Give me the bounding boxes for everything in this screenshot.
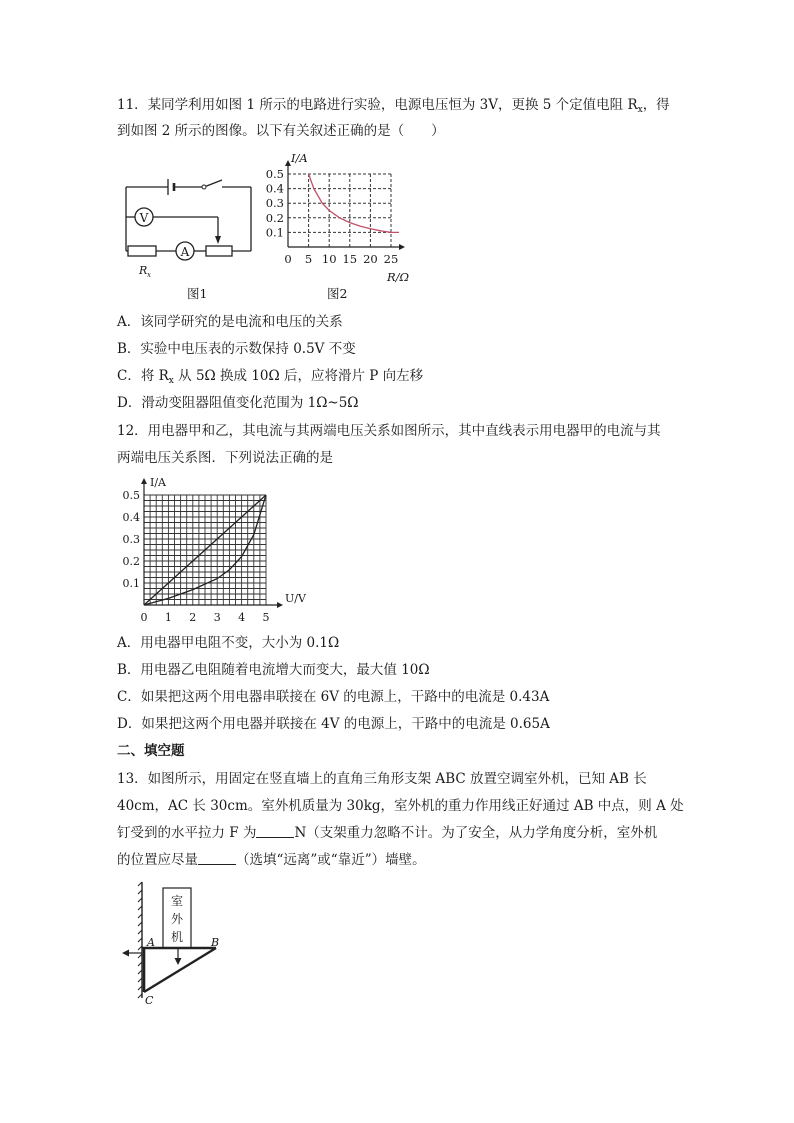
q12-option-b: B．用电器乙电阻随着电流增大而变大，最大值 10Ω bbox=[117, 662, 430, 678]
q12-option-a: A．用电器甲电阻不变，大小为 0.1Ω bbox=[117, 635, 340, 651]
q11-option-c: C．将 $R_x$ 从 5Ω 换成 10Ω 后，应将滑片 P 向左移 bbox=[117, 368, 424, 386]
y-tick-label: 0.1 bbox=[265, 225, 284, 240]
answer-blank-1[interactable] bbox=[256, 825, 294, 838]
i-r-chart bbox=[262, 148, 422, 288]
rx-subscript: x bbox=[147, 271, 151, 279]
unit-label-1: 室 bbox=[170, 894, 184, 908]
q11-option-a: A．该同学研究的是电流和电压的关系 bbox=[117, 314, 343, 330]
x-tick-label: 0 bbox=[140, 611, 148, 624]
y-tick-label: 0.4 bbox=[122, 511, 140, 524]
y-tick-label: 0.2 bbox=[265, 210, 284, 225]
x-tick-label: 0 bbox=[284, 252, 292, 266]
x-tick-label: 4 bbox=[238, 611, 246, 624]
y-tick-label: 0.2 bbox=[122, 555, 140, 568]
q11-option-d: D．滑动变阻器阻值变化范围为 1Ω~5Ω bbox=[117, 395, 359, 411]
x-axis-label: U/V bbox=[285, 592, 306, 605]
point-c-label: C bbox=[145, 994, 154, 1007]
y-axis-arrow bbox=[141, 478, 147, 484]
bracket-figure bbox=[118, 880, 238, 1010]
unit-label-3: 机 bbox=[170, 930, 184, 944]
rx-label: R bbox=[139, 264, 148, 277]
q12-line1: 12．用电器甲和乙，其电流与其两端电压关系如图所示，其中直线表示用电器甲的电流与其 bbox=[117, 423, 661, 439]
fig2-caption: 图2 bbox=[327, 286, 348, 301]
point-a-label: A bbox=[147, 936, 155, 949]
x-tick-label: 25 bbox=[383, 252, 399, 266]
y-axis-label: I/A bbox=[150, 476, 166, 489]
i-u-chart bbox=[118, 474, 318, 624]
x-tick-label: 5 bbox=[262, 611, 270, 624]
y-axis-label: I/A bbox=[291, 151, 308, 165]
y-tick-label: 0.3 bbox=[265, 196, 284, 211]
x-tick-label: 2 bbox=[189, 611, 197, 624]
q13-line2: 40cm，AC 长 30cm。室外机质量为 30kg，室外机的重力作用线正好通过 AB 中点，则 A 处 bbox=[117, 798, 684, 814]
x-tick-label: 10 bbox=[321, 252, 337, 266]
q11-option-b: B．实验中电压表的示数保持 0.5V 不变 bbox=[117, 341, 356, 357]
x-tick-label: 20 bbox=[363, 252, 378, 266]
x-tick-label: 3 bbox=[213, 611, 221, 624]
circuit-figure bbox=[118, 176, 258, 280]
voltmeter-label: V bbox=[139, 211, 149, 225]
x-axis-label: R/Ω bbox=[387, 270, 410, 284]
q13-line4: 的位置应尽量 （选填“远离”或“靠近”）墙壁。 bbox=[117, 852, 426, 868]
x-axis-arrow bbox=[399, 244, 405, 250]
q12-option-c: C．如果把这两个用电器串联接在 6V 的电源上，干路中的电流是 0.43A bbox=[117, 689, 550, 705]
q11-line1: 11．某同学利用如图 1 所示的电路进行实验，电源电压恒为 3V，更换 5 个定值电阻 $R_x$，得 bbox=[117, 97, 670, 115]
point-b-label: B bbox=[211, 936, 220, 949]
x-tick-label: 15 bbox=[342, 252, 358, 266]
q13-line3: 钉受到的水平拉力 F 为 N（支架重力忽略不计。为了安全，从力学角度分析，室外机 bbox=[117, 825, 658, 841]
q12-option-d: D．如果把这两个用电器并联接在 4V 的电源上，干路中的电流是 0.65A bbox=[117, 716, 550, 732]
x-axis-arrow bbox=[277, 602, 283, 608]
x-tick-label: 5 bbox=[304, 252, 313, 266]
y-tick-label: 0.5 bbox=[122, 489, 140, 502]
q12-line2: 两端电压关系图．下列说法正确的是 bbox=[117, 450, 333, 466]
fig1-caption: 图1 bbox=[187, 286, 208, 301]
y-tick-label: 0.4 bbox=[265, 181, 284, 196]
y-tick-label: 0.1 bbox=[122, 577, 140, 590]
section-title: 二、填空题 bbox=[117, 743, 185, 759]
q11-line2: 到如图 2 所示的图像。以下有关叙述正确的是（ ） bbox=[117, 123, 445, 139]
q13-line1: 13．如图所示，用固定在竖直墙上的直角三角形支架 ABC 放置空调室外机，已知 AB 长 bbox=[117, 771, 647, 787]
x-tick-label: 1 bbox=[164, 611, 172, 624]
y-tick-label: 0.3 bbox=[122, 533, 140, 546]
y-tick-label: 0.5 bbox=[265, 167, 284, 181]
ammeter-label: A bbox=[180, 245, 190, 259]
answer-blank-2[interactable] bbox=[198, 852, 236, 865]
unit-label-2: 外 bbox=[170, 912, 184, 926]
